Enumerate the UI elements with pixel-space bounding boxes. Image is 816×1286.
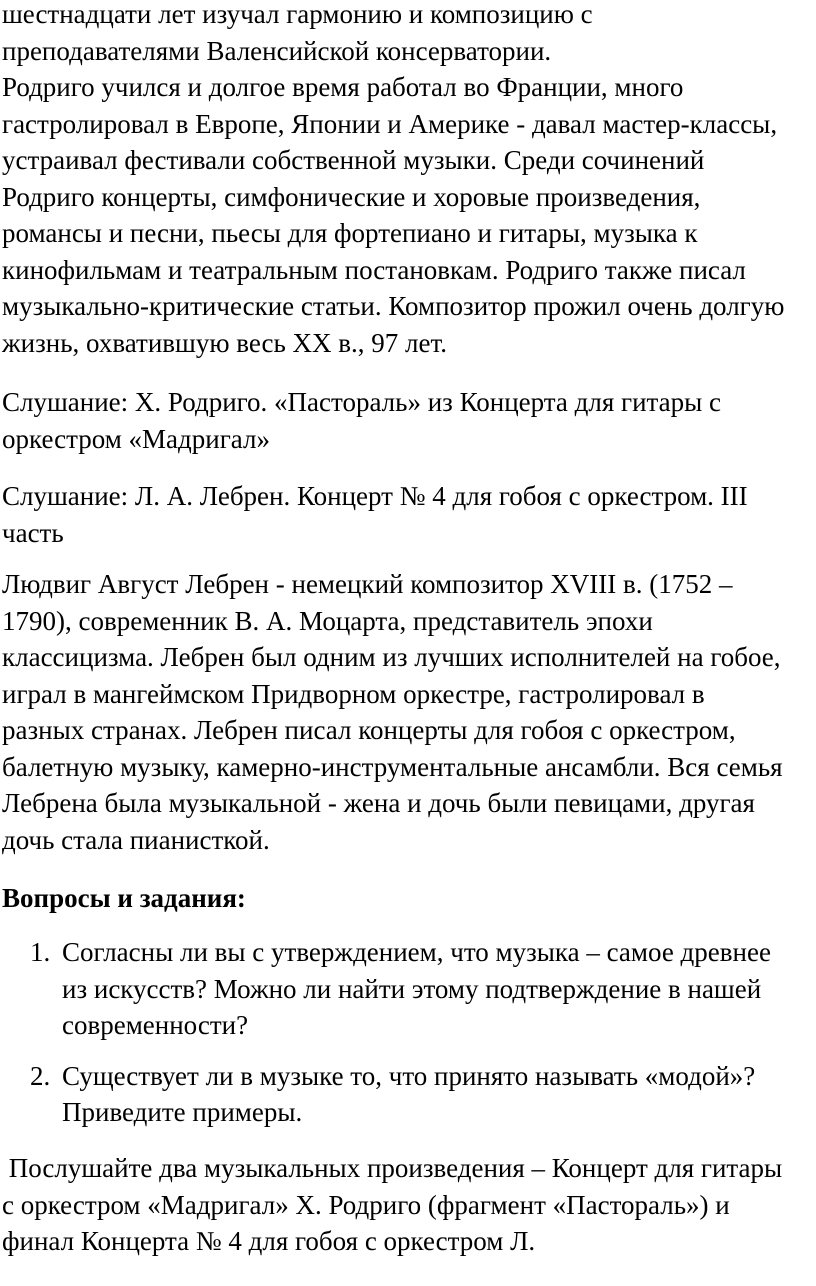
text-line: устраивал фестивали собственной музыки. Среди сочинений [2, 145, 705, 175]
text-line: Приведите примеры. [62, 1097, 303, 1127]
text-line: шестнадцати лет изучал гармонию и композицию с [2, 0, 593, 29]
questions-list [2, 934, 814, 1145]
text-line: романсы и песни, пьесы для фортепиано и гитары, музыка к [2, 218, 698, 248]
text-line: музыкально-критические статьи. Композитор прожил очень долгую [2, 291, 785, 321]
text-line: из искусств? Можно ли найти этому подтверждение в нашей [62, 973, 762, 1004]
list-item [2, 1058, 814, 1131]
listening-rodrigo [2, 384, 721, 457]
text-line: финал Концерта № 4 для гобоя с оркестром Л. [2, 1226, 536, 1256]
list-number: 1. [30, 937, 51, 967]
text-line: Слушание: Л. А. Лебрен. Концерт № 4 для гобоя с оркестром. III [2, 481, 748, 511]
text-line: преподавателями Валенсийской консерватории. [2, 35, 552, 66]
text-line: 1790), современник В. А. Моцарта, представитель эпохи [2, 605, 653, 636]
text-line: Существует ли в музыке то, что принято называть «модой»? [62, 1060, 756, 1091]
text-line: Слушание: Х. Родриго. «Пастораль» из Концерта для гитары с [2, 387, 722, 417]
text-line: играл в мангеймском Придворном оркестре, гастролировал в [2, 678, 705, 709]
final-paragraph [2, 1150, 782, 1260]
lebrun-bio-paragraph [2, 566, 783, 858]
text-line: современности? [62, 1010, 249, 1040]
rodrigo-bio-paragraph [2, 0, 784, 361]
text-line: классицизма. Лебрен был одним из лучших исполнителей на гобое, [2, 642, 781, 672]
text-line: Людвиг Август Лебрен - немецкий композитор XVIII в. (1752 – [2, 569, 733, 599]
text-line: гастролировал в Европе, Японии и Америке - давал мастер-классы, [2, 108, 778, 139]
text-line: разных странах. Лебрен писал концерты для гобоя с оркестром, [2, 715, 736, 745]
text-line: жизнь, охватившую весь XX в., 97 лет. [2, 327, 448, 358]
list-number: 2. [30, 1060, 51, 1091]
listening-lebrun [2, 478, 748, 551]
text-line: Лебрена была музыкальной - жена и дочь были певицами, другая [2, 788, 755, 818]
text-line: Родриго концерты, симфонические и хоровые произведения, [2, 181, 701, 212]
text-line: часть [2, 517, 64, 548]
text-line: дочь стала пианисткой. [2, 824, 270, 855]
text-line: с оркестром «Мадригал» Х. Родриго (фрагмент «Пастораль») и [2, 1189, 730, 1220]
list-item [2, 934, 814, 1044]
text-line: балетную музыку, камерно-инструментальные ансамбли. Вся семья [2, 751, 783, 782]
questions-heading: Вопросы и задания: [2, 883, 246, 913]
text-line: Послушайте два музыкальных произведения – Концерт для гитары [2, 1153, 783, 1183]
text-line: Родриго учился и долгое время работал во Франции, много [2, 72, 684, 102]
text-line: оркестром «Мадригал» [2, 423, 270, 454]
text-line: кинофильмам и театральным постановкам. Родриго также писал [2, 254, 746, 285]
text-line: Согласны ли вы с утверждением, что музыка – самое древнее [62, 937, 771, 967]
